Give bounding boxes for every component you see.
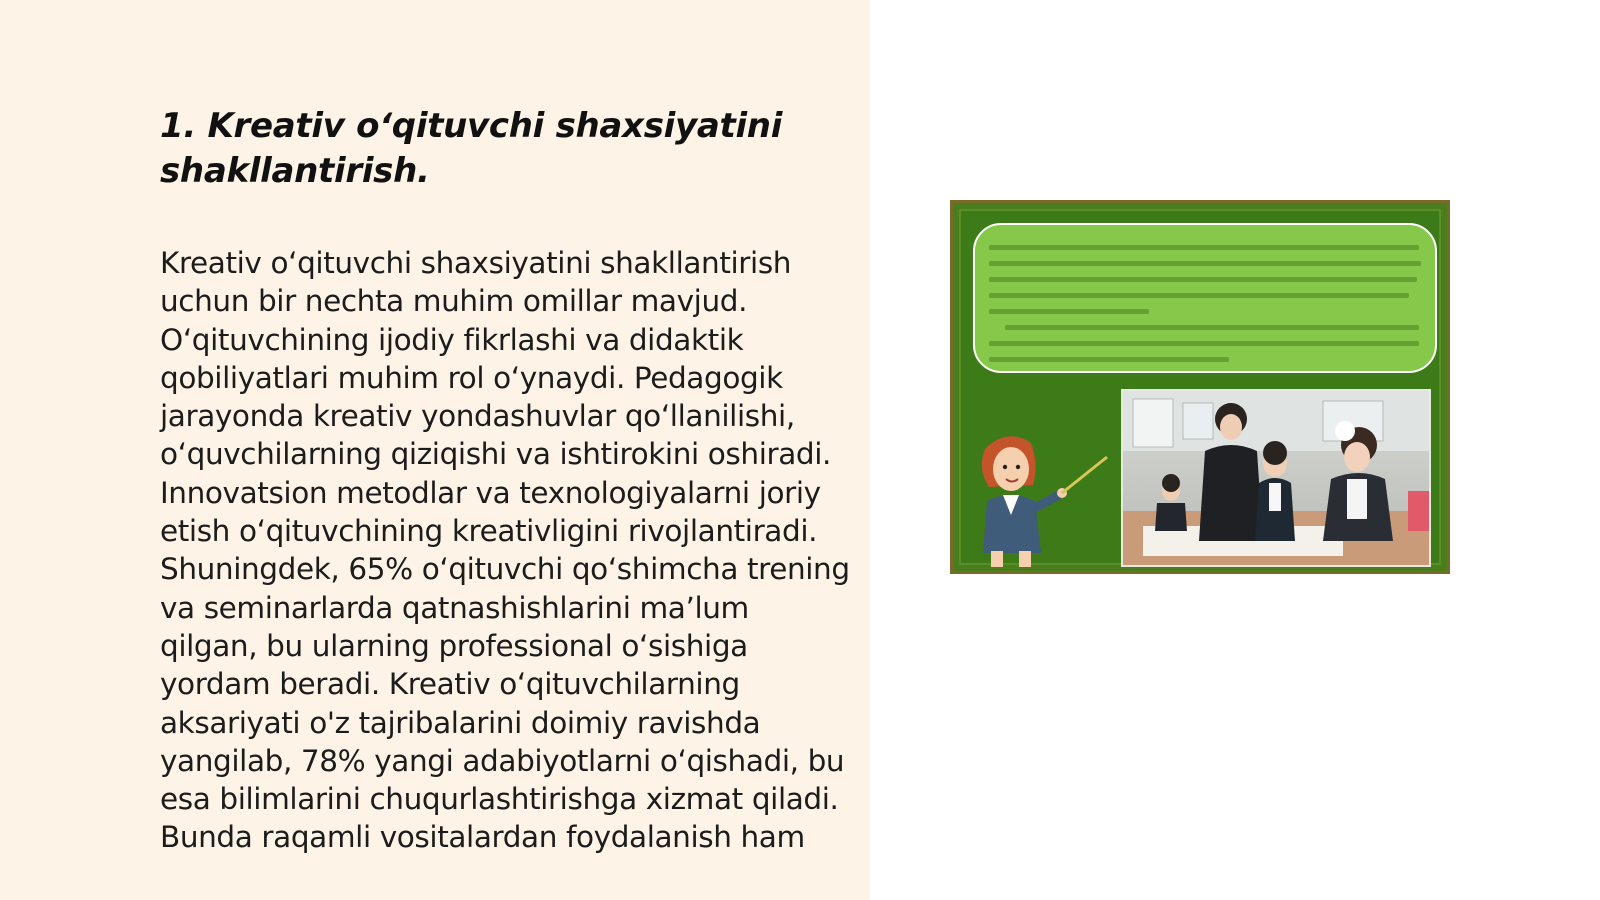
slide-body-text: Kreativ o‘qituvchi shaxsiyatini shakllantirish uchun bir nechta muhim omillar mavjud. O‘qituvchining ijodiy fikrlashi va didaktik qobiliyatlari muhim rol o‘ynaydi. Pedagogik jarayonda kreativ yondashuvlar qo‘llanilishi, o‘quvchilarning qiziqishi va ishtirokini oshiradi. Innovatsion metodlar va texnologiyalarni joriy etish o‘qituvchining kreativligini rivojlantiradi. Shuningdek, 65% o‘qituvchi qo‘shimcha trening va seminarlarda qatnashishlarini ma’lum qilgan, bu ularning professional o‘sishiga yordam beradi. Kreativ o‘qituvchilarning aksariyati o'z tajribalarini doimiy ravishda yangilab, 78% yangi adabiyotlarni o‘qishadi, bu esa bilimlarini chuqurlashtirishga xizmat qiladi. Bunda raqamli vositalardan foydalanish ham — [160, 246, 850, 855]
classroom-photo — [1121, 389, 1431, 567]
classroom-illustration-icon — [950, 200, 1450, 574]
slide-title: 1. Kreativ o‘qituvchi shaxsiyatini shakllantirish. — [160, 106, 783, 191]
blurred-text-line — [989, 245, 1419, 250]
teacher-cartoon-icon — [967, 429, 1117, 573]
classroom-photo-art — [1123, 391, 1429, 565]
blurred-text-line — [989, 293, 1409, 298]
blurred-text-line — [989, 341, 1419, 346]
speech-bubble — [973, 223, 1437, 373]
blurred-text-line — [989, 277, 1417, 282]
illustration-board — [959, 209, 1441, 565]
blurred-text-line — [989, 309, 1149, 314]
blurred-text-line — [989, 357, 1229, 362]
blurred-text-line — [1005, 325, 1419, 330]
blurred-text-line — [989, 261, 1421, 266]
teacher-cartoon-art — [967, 429, 1117, 569]
